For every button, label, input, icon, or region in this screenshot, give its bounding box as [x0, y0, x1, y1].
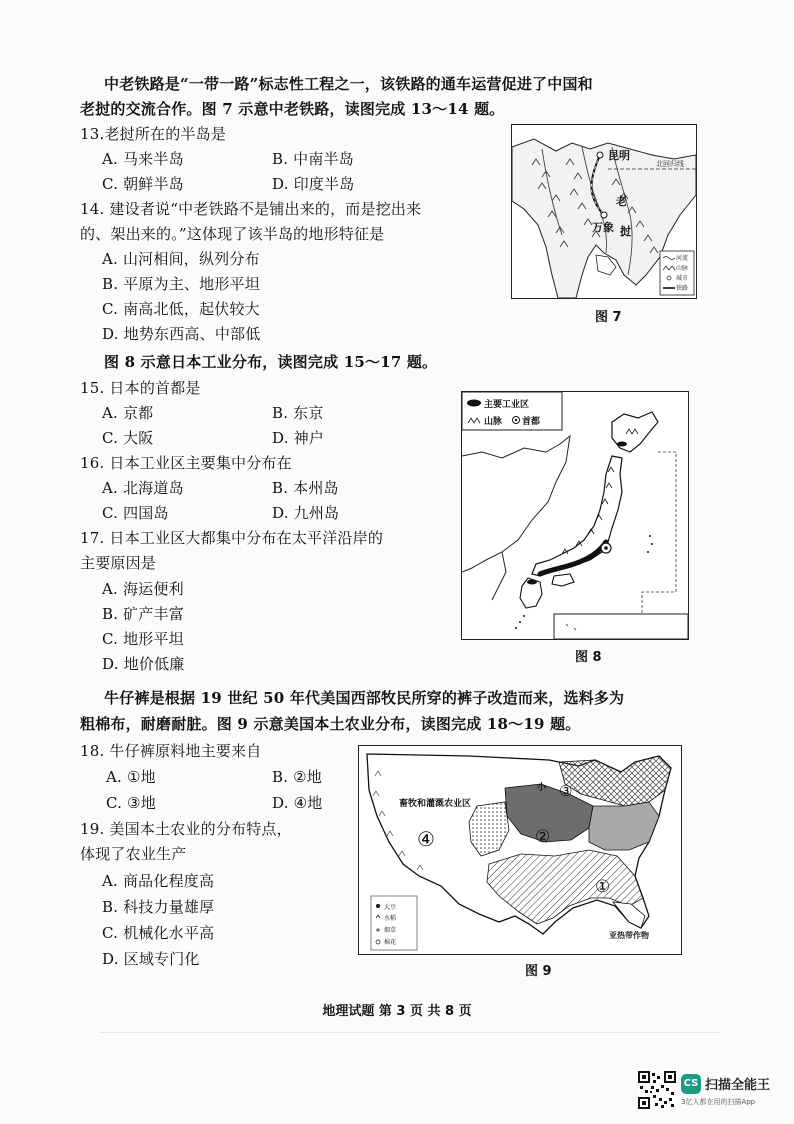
question-19-option-b[interactable]: B. 科技力量雄厚 [102, 898, 215, 916]
question-18-option-c[interactable]: C. ③地 [106, 794, 156, 812]
question-16-option-b[interactable]: B. 本州岛 [272, 479, 339, 497]
question-14-stem-line2: 的、架出来的。”这体现了该半岛的地形特征是 [80, 225, 385, 243]
figure-9-map [358, 745, 682, 955]
legend-railway: 铁路 [676, 285, 689, 292]
question-14-stem-line1: 14. 建设者说“中老铁路不是铺出来的，而是挖出来 [80, 200, 422, 218]
question-17-option-b[interactable]: B. 矿产丰富 [102, 605, 184, 623]
footer-divider [100, 1032, 720, 1033]
intro-china-laos-line2: 老挝的交流合作。图 7 示意中老铁路，读图完成 13～14 题。 [80, 100, 505, 118]
question-15-option-d[interactable]: D. 神户 [272, 429, 325, 447]
small-grain-label: 小 [537, 783, 547, 793]
question-15-option-a[interactable]: A. 京都 [102, 404, 154, 422]
question-13-option-d[interactable]: D. 印度半岛 [272, 175, 355, 193]
intro-japan: 图 8 示意日本工业分布，读图完成 15～17 题。 [104, 353, 438, 371]
question-14-option-c[interactable]: C. 南高北低，起伏较大 [102, 300, 260, 318]
shikoku-island [552, 574, 574, 586]
question-17-option-d[interactable]: D. 地价低廉 [102, 655, 185, 673]
qr-code-icon [638, 1071, 676, 1109]
figure-8-legend [462, 392, 562, 430]
question-16-stem: 16. 日本工业区主要集中分布在 [80, 454, 292, 472]
region-2-label: ② [535, 827, 551, 847]
question-18-option-d[interactable]: D. ④地 [272, 794, 323, 812]
laos-label-char2: 挝 [620, 225, 631, 238]
figure-8-map [461, 391, 689, 640]
hokkaido-island [612, 412, 658, 452]
legend-tobacco: 烟草 [384, 927, 397, 934]
intro-china-laos-line1: 中老铁路是“一带一路”标志性工程之一，该铁路的通车运营促进了中国和 [104, 75, 593, 93]
figure-7-caption: 图 7 [595, 310, 622, 325]
region-1-label: ① [595, 877, 611, 897]
camscanner-logo: CS [681, 1074, 701, 1094]
question-17-stem-line1: 17. 日本工业区大都集中分布在太平洋沿岸的 [80, 529, 384, 547]
legend-industry-zone: 主要工业区 [484, 400, 530, 410]
intro-jeans-line2: 粗棉布，耐磨耐脏。图 9 示意美国本土农业分布，读图完成 18～19 题。 [80, 715, 581, 733]
question-13-option-b[interactable]: B. 中南半岛 [272, 150, 354, 168]
question-18-option-a[interactable]: A. ①地 [106, 768, 156, 786]
vientiane-label: 万象 [592, 221, 614, 234]
question-16-option-d[interactable]: D. 九州岛 [272, 504, 340, 522]
indochina-map [512, 125, 696, 298]
legend-river: 河流 [676, 255, 689, 262]
question-19-stem-line1: 19. 美国本土农业的分布特点， [80, 820, 292, 838]
question-15-option-b[interactable]: B. 东京 [272, 404, 324, 422]
boundary-dashes [642, 452, 676, 639]
figure-8-caption: 图 8 [575, 650, 602, 665]
question-17-option-c[interactable]: C. 地形平坦 [102, 630, 184, 648]
kunming-label: 昆明 [608, 149, 630, 162]
question-19-option-c[interactable]: C. 机械化水平高 [102, 924, 215, 942]
question-16-option-a[interactable]: A. 北海道岛 [102, 479, 184, 497]
legend-city: 城市 [676, 275, 689, 282]
question-13-stem: 13.老挝所在的半岛是 [80, 125, 227, 143]
figure-9-caption: 图 9 [525, 964, 552, 979]
question-14-option-a[interactable]: A. 山河相间，纵列分布 [102, 250, 260, 268]
camscanner-tagline: 3亿人都在用的扫描App [681, 1098, 756, 1106]
legend-soybean: 大豆 [384, 904, 397, 911]
question-17-option-a[interactable]: A. 海运便利 [102, 580, 184, 598]
question-19-stem-line2: 体现了农业生产 [80, 845, 187, 863]
asia-coastline [462, 436, 570, 572]
laos-label-char1: 老 [616, 195, 627, 208]
tropic-label: 北回归线 [656, 160, 684, 168]
question-18-option-b[interactable]: B. ②地 [272, 768, 323, 786]
question-19-option-d[interactable]: D. 区域专门化 [102, 950, 200, 968]
usa-agriculture-map [359, 746, 681, 954]
kunming-city-marker [597, 152, 603, 158]
legend-mountain: 山脉 [676, 265, 689, 272]
honshu-island [532, 456, 622, 576]
question-17-stem-line2: 主要原因是 [80, 554, 157, 572]
legend-rice: 水稻 [384, 915, 397, 922]
region-3-label: ③ [559, 782, 573, 800]
question-14-option-b[interactable]: B. 平原为主、地形平坦 [102, 275, 260, 293]
legend-cotton: 棉花 [384, 939, 397, 946]
question-18-stem: 18. 牛仔裤原料地主要来自 [80, 742, 262, 760]
question-13-option-c[interactable]: C. 朝鲜半岛 [102, 175, 184, 193]
question-13-option-a[interactable]: A. 马来半岛 [102, 150, 184, 168]
korea-coastline [492, 552, 506, 600]
region-4-label: ④ [417, 827, 435, 851]
camscanner-name: 扫描全能王 [705, 1078, 771, 1093]
japan-map [462, 392, 688, 639]
legend-mountain-range: 山脉 [484, 417, 503, 427]
ranch-irrigation-label: 畜牧和灌溉农业区 [399, 799, 472, 809]
subtropical-label: 亚热带作物 [609, 931, 649, 940]
question-19-option-a[interactable]: A. 商品化程度高 [102, 872, 215, 890]
vientiane-city-marker [601, 212, 607, 218]
question-15-option-c[interactable]: C. 大阪 [102, 429, 154, 447]
question-14-option-d[interactable]: D. 地势东西高、中部低 [102, 325, 261, 343]
inset-box [554, 614, 688, 639]
intro-jeans-line1: 牛仔裤是根据 19 世纪 50 年代美国西部牧民所穿的裤子改造而来，选料多为 [104, 689, 625, 707]
figure-7-map [511, 124, 697, 299]
question-15-stem: 15. 日本的首都是 [80, 379, 201, 397]
question-16-option-c[interactable]: C. 四国岛 [102, 504, 169, 522]
page-footer: 地理试题 第 3 页 共 8 页 [322, 1004, 472, 1019]
legend-capital: 首都 [522, 417, 541, 427]
